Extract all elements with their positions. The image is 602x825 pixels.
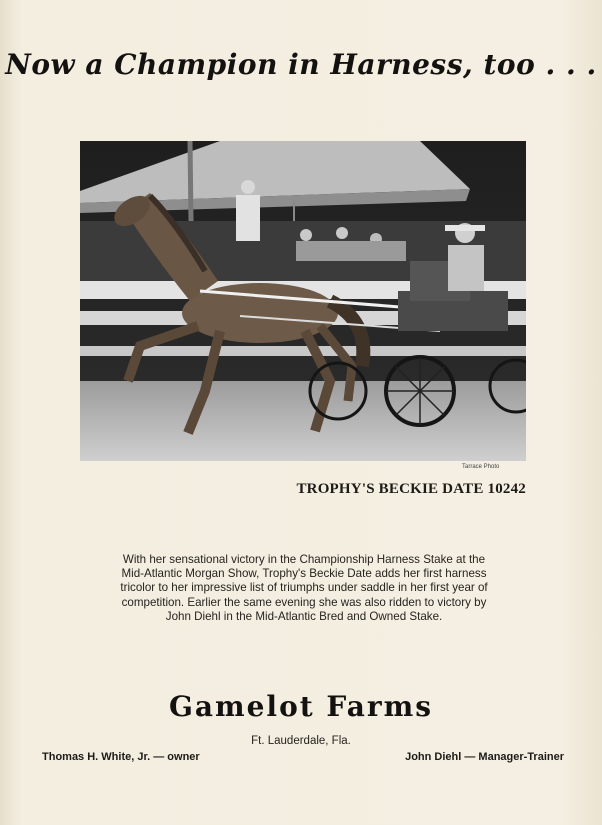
farm-location: Ft. Lauderdale, Fla. (251, 735, 351, 747)
photo-credit: Tarrace Photo (462, 464, 500, 470)
horse-photo (80, 141, 526, 461)
owner-credit: Thomas H. White, Jr. — owner (42, 751, 200, 763)
farm-name: Gamelot Farms (168, 690, 434, 723)
article-paragraph: With her sensational victory in the Championship Harness Stake at the Mid-Atlantic Morgan Show, Trophy's Beckie Date adds her first harness tricolor to her impressive list of triumphs under saddle in her first year of competition. Earlier the same evening she was also ridden to victory by John Diehl in the Mid-Atlantic Bred and Owned Stake. (120, 553, 488, 623)
manager-credit: John Diehl — Manager-Trainer (405, 751, 564, 763)
photo-caption: TROPHY'S BECKIE DATE 10242 (296, 481, 526, 497)
headline: Now a Champion in Harness, too . . . (5, 48, 597, 81)
